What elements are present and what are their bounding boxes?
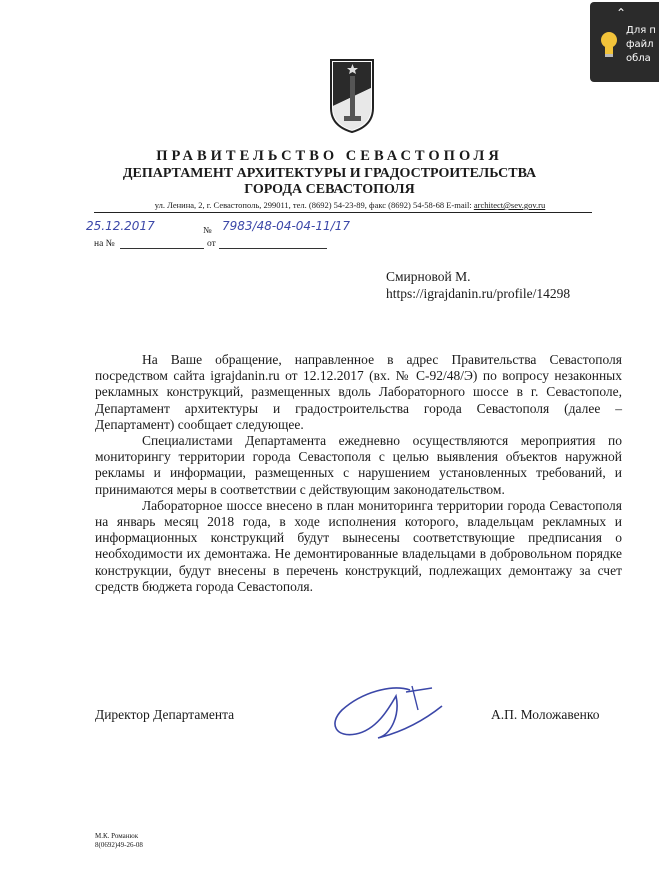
reference-date-line — [219, 248, 327, 249]
header-department: ДЕПАРТАМЕНТ АРХИТЕКТУРЫ И ГРАДОСТРОИТЕЛЬСТВА — [122, 166, 537, 181]
lightbulb-icon — [598, 30, 620, 60]
paragraph-1: На Ваше обращение, направленное в адрес Правительства Севастополя посредством сайта igrajdanin.ru от 12.12.2017 (вх. № С-92/48/Э) по вопросу незаконных рекламных конструкций, размещенных вдоль Лабораторного шоссе в г. Севастополе, Департамент архитектуры и градостроительства города Севастополя (далее – Департамент) сообщает следующее. — [95, 352, 622, 432]
hint-tooltip[interactable] — [590, 2, 659, 82]
email-link[interactable]: architect@sev.gov.ru — [473, 200, 546, 210]
date-handwritten: 25.12.2017 — [86, 219, 155, 233]
header-rule — [94, 212, 592, 213]
recipient-block — [386, 268, 570, 302]
executor-info — [95, 832, 143, 850]
header-city: ГОРОДА СЕВАСТОПОЛЯ — [244, 182, 415, 197]
recipient-name: Смирновой М. — [386, 269, 471, 284]
executor-phone: 8(0692)49-26-08 — [95, 841, 143, 849]
paragraph-3: Лабораторное шоссе внесено в план мониторинга территории города Севастополя на январь месяц 2018 года, в ходе исполнения которого, владельцам рекламных и информационных конструкций будут вынесены соответствующие предписания о необходимости их демонтажа. Не демонтированные владельцами в добровольном порядке конструкции, будут внесены в перечень конструкций, подлежащих демонтажу за счет средств бюджета города Севастополя. — [95, 497, 622, 594]
sevastopol-emblem-icon — [329, 58, 375, 134]
paragraph-2: Специалистами Департамента ежедневно осуществляются мероприятия по мониторингу территории города Севастополя с целью выявления объектов наружной рекламы и информации, размещенных с нарушением установленных требований, и принимаются меры в соответствии с действующим законодательством. — [95, 433, 622, 497]
chevron-up-icon[interactable]: ⌃ — [616, 6, 627, 20]
header-government: ПРАВИТЕЛЬСТВО СЕВАСТОПОЛЯ — [156, 148, 503, 164]
reference-number-line — [120, 248, 204, 249]
reference-number-label: на № — [94, 239, 115, 249]
number-handwritten: 7983/48-04-04-11/17 — [222, 219, 350, 233]
recipient-url: https://igrajdanin.ru/profile/14298 — [386, 286, 571, 301]
signatory-title: Директор Департамента — [95, 707, 235, 722]
reference-date-label: от — [207, 239, 216, 249]
number-label: № — [203, 225, 212, 235]
letter-body — [95, 352, 622, 595]
tooltip-text: Для п файл обла — [626, 25, 656, 64]
header-address — [100, 200, 600, 210]
executor-name: М.К. Романюк — [95, 832, 139, 840]
signatory-name: А.П. Моложавенко — [491, 707, 600, 722]
handwritten-signature-icon — [322, 682, 460, 742]
address-text: ул. Ленина, 2, г. Севастополь, 299011, тел. (8692) 54-23-89, факс (8692) 54-58-68 E-mail: — [154, 200, 474, 210]
